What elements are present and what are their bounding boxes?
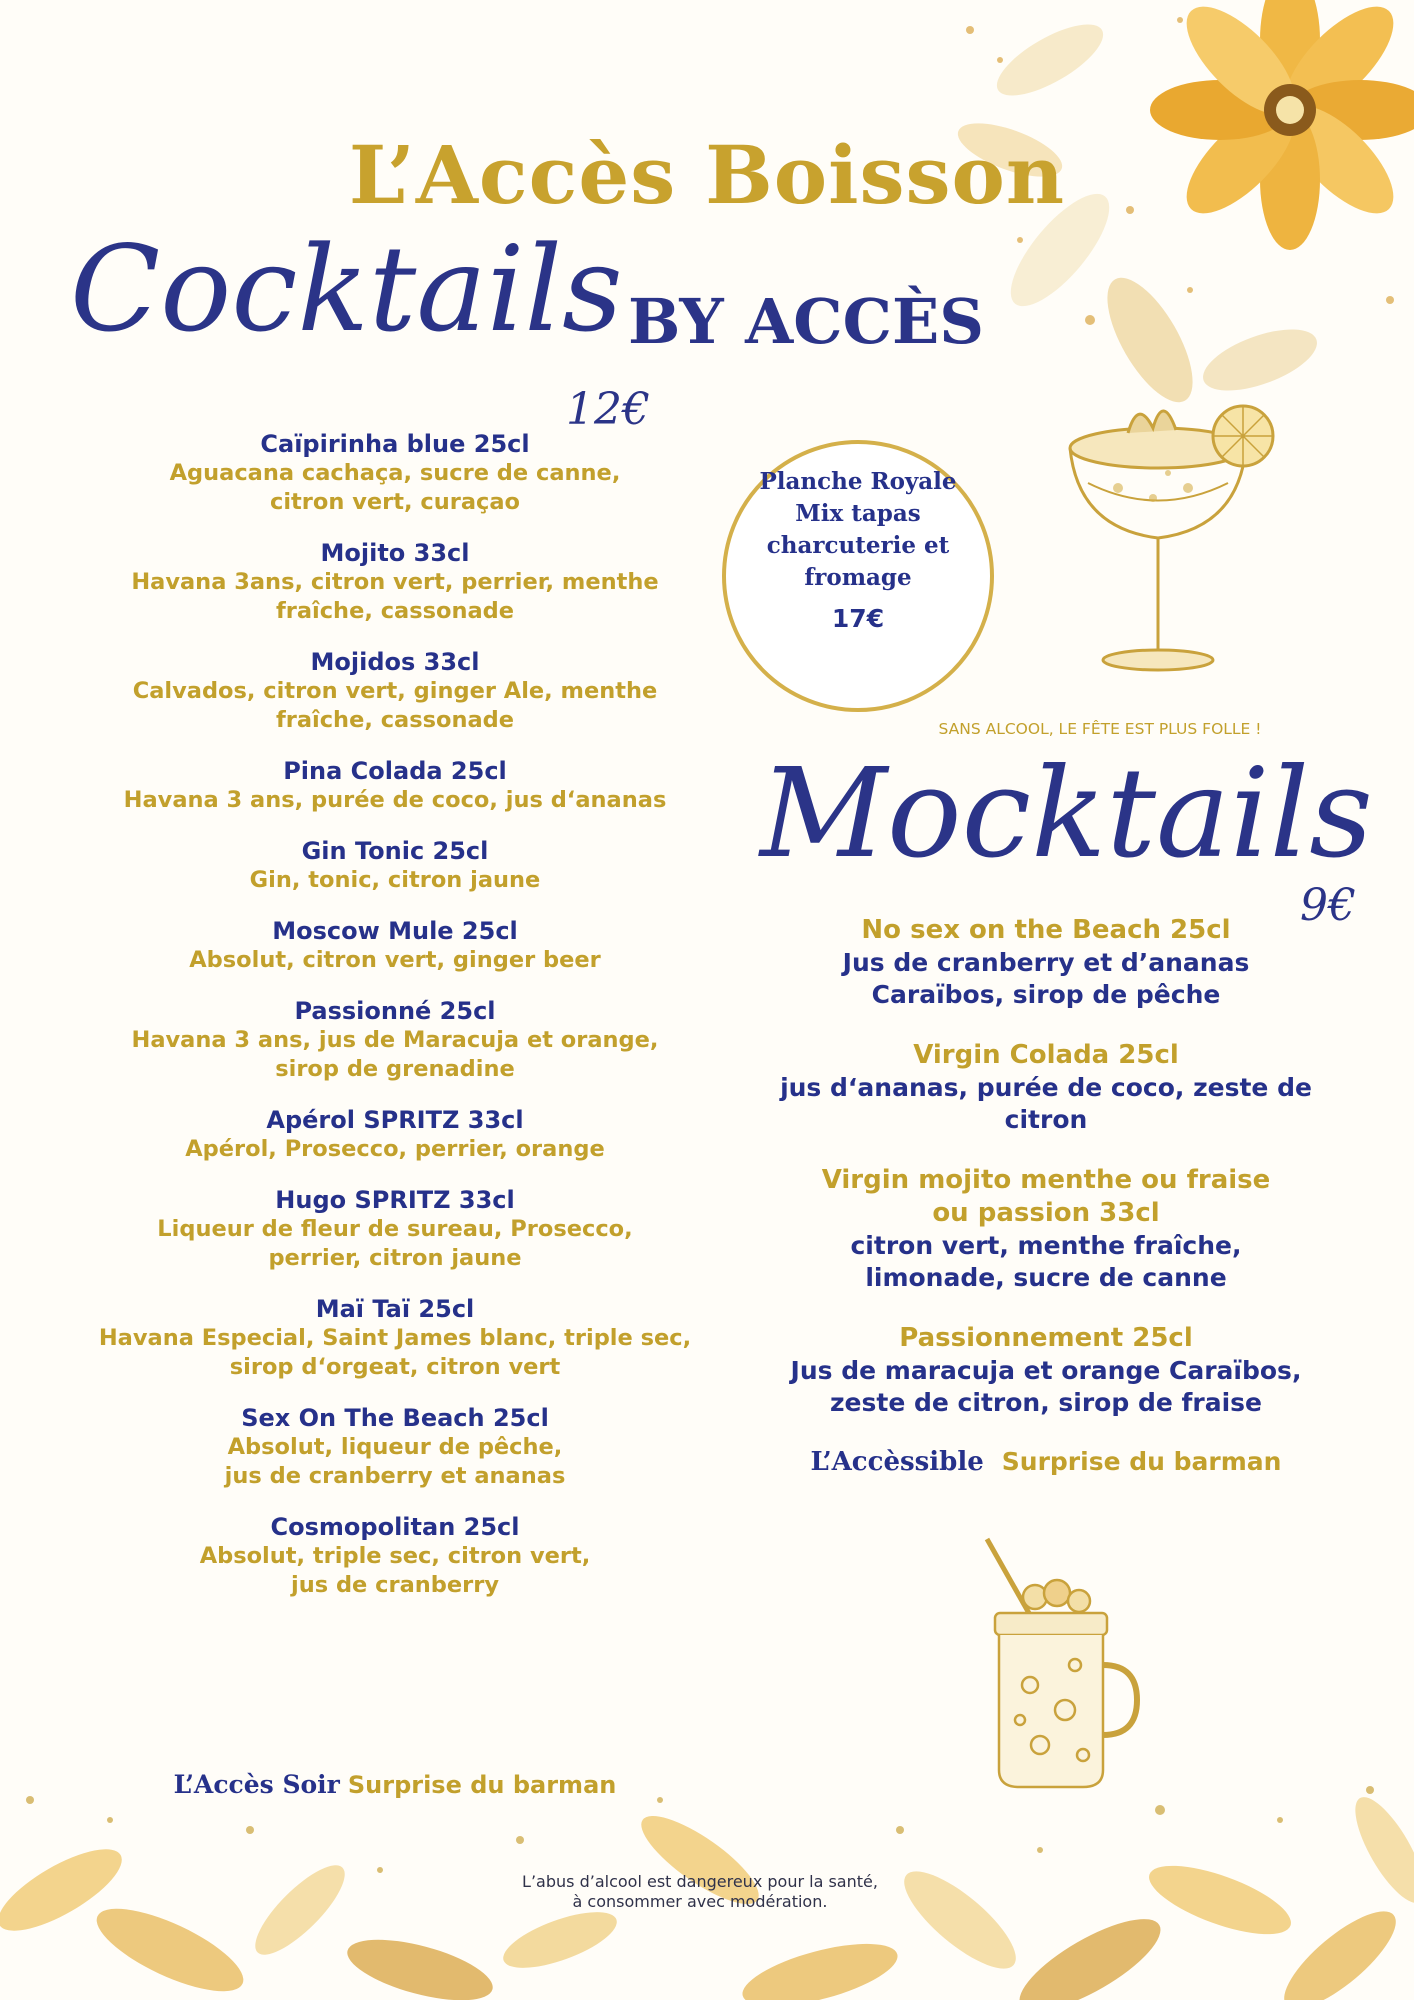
mocktails-price: 9€	[1300, 880, 1356, 931]
planche-line: Planche Royale	[759, 468, 957, 495]
cocktail-item	[80, 539, 710, 626]
mocktail-item	[770, 1039, 1322, 1136]
margarita-glass-illustration	[1058, 388, 1308, 698]
mocktails-list	[770, 914, 1322, 1477]
cocktail-item	[80, 1513, 710, 1600]
cocktail-item	[80, 430, 710, 517]
cocktail-name: Maï Taï 25cl	[315, 1295, 475, 1323]
mocktail-item	[770, 914, 1322, 1011]
cocktail-desc: Havana 3 ans, purée de coco, jus d‘ananas	[123, 787, 667, 813]
mocktail-desc: citron	[1004, 1105, 1088, 1134]
cocktail-name: Cosmopolitan 25cl	[270, 1513, 520, 1541]
planche-line: fromage	[804, 564, 912, 591]
mocktails-script-heading: Mocktails	[760, 742, 1373, 886]
mocktail-name: Passionnement 25cl	[899, 1323, 1193, 1353]
disclaimer-line: à consommer avec modération.	[572, 1892, 828, 1911]
cocktail-name: Moscow Mule 25cl	[272, 917, 518, 945]
mocktail-desc: Caraïbos, sirop de pêche	[871, 980, 1221, 1009]
mason-jar-illustration	[975, 1535, 1155, 1795]
cocktail-desc: Havana 3 ans, jus de Maracuja et orange,	[131, 1027, 659, 1053]
cocktail-item	[80, 837, 710, 895]
cocktail-item	[80, 1106, 710, 1164]
mocktail-name: Virgin mojito menthe ou fraise	[821, 1165, 1271, 1195]
mocktail-desc: citron vert, menthe fraîche,	[850, 1231, 1242, 1260]
mocktail-item	[770, 1164, 1322, 1294]
mocktail-name: ou passion 33cl	[932, 1198, 1160, 1228]
cocktail-desc: Absolut, liqueur de pêche,	[227, 1434, 563, 1460]
cocktail-item	[80, 1404, 710, 1491]
cocktail-desc: fraîche, cassonade	[275, 707, 515, 733]
cocktail-desc: perrier, citron jaune	[268, 1245, 522, 1271]
disclaimer-line: L’abus d’alcool est dangereux pour la santé,	[522, 1872, 878, 1891]
cocktail-desc: Apérol, Prosecco, perrier, orange	[185, 1136, 605, 1162]
cocktail-name: Mojito 33cl	[320, 539, 470, 567]
cocktail-desc: Liqueur de fleur de sureau, Prosecco,	[157, 1216, 633, 1242]
mocktail-name: Virgin Colada 25cl	[913, 1040, 1179, 1070]
cocktail-desc: fraîche, cassonade	[275, 598, 515, 624]
cocktail-desc: citron vert, curaçao	[270, 489, 520, 515]
cocktail-name: Hugo SPRITZ 33cl	[275, 1186, 515, 1214]
cocktail-name: Caïpirinha blue 25cl	[260, 430, 530, 458]
cocktails-price: 12€	[566, 384, 650, 435]
surprise-name: L’Accès Soir	[173, 1770, 340, 1799]
cocktail-desc: Gin, tonic, citron jaune	[249, 867, 541, 893]
by-acces-heading: BY ACCÈS	[628, 285, 984, 358]
cocktail-desc: Aguacana cachaça, sucre de canne,	[169, 460, 621, 486]
cocktail-name: Passionné 25cl	[294, 997, 496, 1025]
mocktails-surprise	[770, 1447, 1322, 1477]
cocktail-name: Pina Colada 25cl	[283, 757, 507, 785]
cocktail-desc: Havana 3ans, citron vert, perrier, menthe	[131, 569, 659, 595]
cocktail-name: Mojidos 33cl	[310, 648, 480, 676]
planche-line: Mix tapas	[795, 500, 921, 527]
mocktail-desc: Jus de maracuja et orange Caraïbos,	[790, 1356, 1302, 1385]
surprise-name: L’Accèssible	[810, 1447, 984, 1477]
mocktail-name: No sex on the Beach 25cl	[861, 915, 1231, 945]
cocktail-item	[80, 757, 710, 815]
cocktail-item	[80, 648, 710, 735]
cocktail-desc: sirop de grenadine	[275, 1056, 515, 1082]
cocktail-name: Sex On The Beach 25cl	[241, 1404, 549, 1432]
cocktail-desc: Calvados, citron vert, ginger Ale, menthe	[132, 678, 658, 704]
mocktail-item	[770, 1322, 1322, 1419]
planche-price: 17€	[831, 604, 885, 633]
mocktail-desc: jus d‘ananas, purée de coco, zeste de	[780, 1073, 1312, 1102]
cocktail-desc: Absolut, citron vert, ginger beer	[189, 947, 601, 973]
planche-badge	[722, 440, 994, 712]
cocktail-item	[80, 997, 710, 1084]
mocktail-desc: limonade, sucre de canne	[865, 1263, 1227, 1292]
cocktails-script-heading: Cocktails	[70, 220, 623, 358]
cocktail-desc: Havana Especial, Saint James blanc, triple sec,	[98, 1325, 692, 1351]
cocktail-desc: jus de cranberry	[290, 1572, 499, 1598]
surprise-value: Surprise du barman	[347, 1771, 617, 1799]
cocktail-item	[80, 1186, 710, 1273]
mocktails-tagline: SANS ALCOOL, LE FÊTE EST PLUS FOLLE !	[938, 720, 1262, 738]
page-title: L’Accès Boisson	[348, 128, 1066, 222]
cocktail-item	[80, 1295, 710, 1382]
mocktail-desc: Jus de cranberry et d’ananas	[842, 948, 1250, 977]
surprise-value: Surprise du barman	[1001, 1447, 1282, 1476]
cocktail-desc: Absolut, triple sec, citron vert,	[199, 1543, 591, 1569]
mocktail-desc: zeste de citron, sirop de fraise	[830, 1388, 1262, 1417]
cocktail-desc: sirop d‘orgeat, citron vert	[229, 1354, 561, 1380]
cocktail-name: Apérol SPRITZ 33cl	[266, 1106, 524, 1134]
cocktail-item	[80, 917, 710, 975]
planche-line: charcuterie et	[766, 532, 950, 559]
cocktail-desc: jus de cranberry et ananas	[224, 1463, 566, 1489]
cocktail-name: Gin Tonic 25cl	[301, 837, 489, 865]
cocktails-list	[80, 430, 710, 1622]
alcohol-disclaimer	[430, 1872, 970, 1912]
